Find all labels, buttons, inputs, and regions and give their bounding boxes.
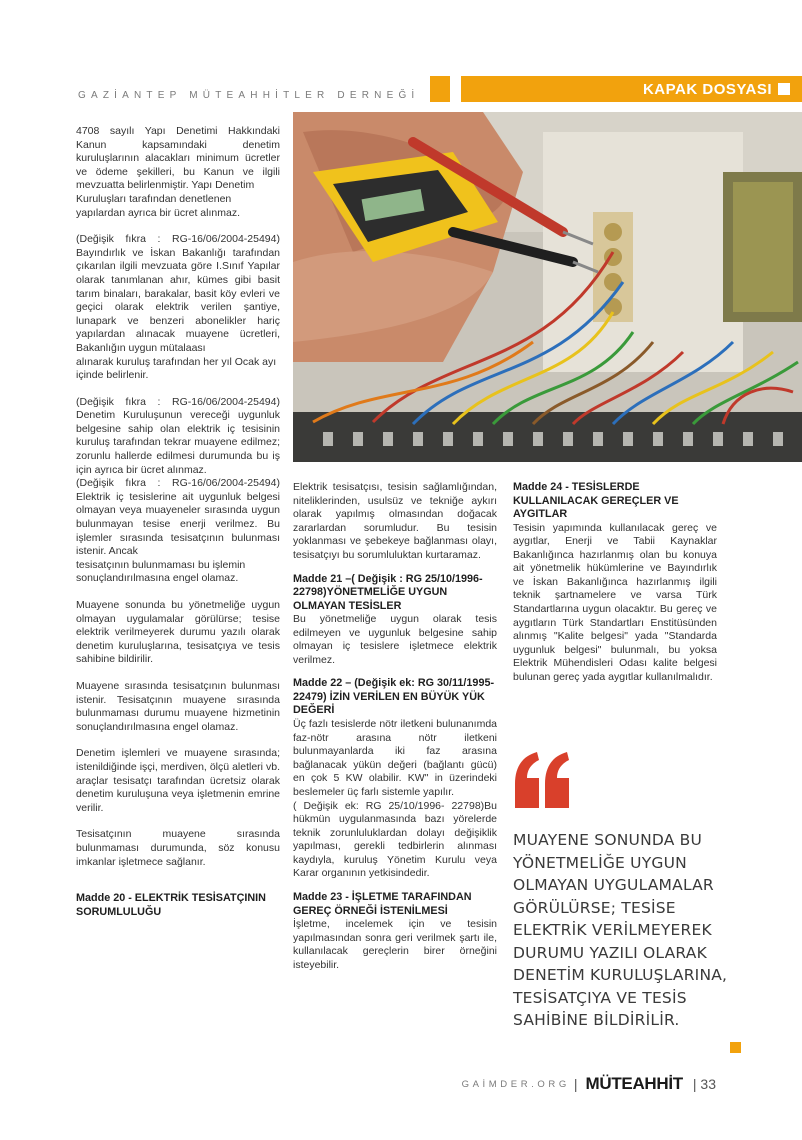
quote-end-square — [730, 1042, 741, 1053]
page-footer — [462, 1070, 716, 1098]
paragraph: (Değişik fıkra : RG-16/06/2004-25494) Bayındırlık ve İskan Bakanlığı tarafından çıkarılan ilgili mevzuata göre I.Sınıf Yapılar olarak tanımlanan ahır, kümes gibi basit tarım binaları, barakalar, basit köy evleri ve geçici olarak elektrik verilen şantiye, lunapark ve benzeri abonelikler hariç yapılardan alınacak muayene ücretleri, Bakanlığın uygun mütalaası — [76, 233, 280, 354]
footer-separator: | — [573, 1076, 578, 1092]
paragraph: (Değişik fıkra : RG-16/06/2004-25494) Denetim Kuruluşunun vereceği uygunluk belgesine sahip olan elektrik iç tesisinin kuruluş tarafından tekrar muayene edilmez; zorunlu hallerde edilmesi durumunda bu iş için ayrıca bir ücret alınmaz. — [76, 395, 280, 476]
section-title: KAPAK DOSYASI — [642, 80, 772, 98]
pull-quote: MUAYENE SONUNDA BU YÖNETMELİĞE UYGUN OLMAYAN UYGULAMALAR GÖRÜLÜRSE; TESİSE ELEKTRİK VERİLMEYEREK DURUMU YAZILI OLARAK DENETİM KURULUŞLARINA, TESİSATÇIYA VE TESİS SAHİBİNE BİLDİRİLİR. — [513, 831, 728, 1029]
article-column-3 — [513, 481, 717, 685]
paragraph: ( Değişik ek: RG 25/10/1996- 22798)Bu hükmün uygulanmasında bazı yörelerde teknik zorunluluklardan dolayı değişiklik yapılması, gerekli tedbirlerin alınması kaydıyla, kuruluş Yönetim Kurulu veya Karar organının yetkisindedir. — [293, 799, 497, 880]
section-heading: Madde 22 – (Değişik ek: RG 30/11/1995- 22479) İZİN VERİLEN EN BÜYÜK YÜK DEĞERİ — [293, 677, 495, 717]
section-heading: Madde 21 –( Değişik : RG 25/10/1996-22798)YÖNETMELİĞE UYGUN OLMAYAN TESİSLER — [293, 572, 483, 612]
magazine-logo: MÜTEAHHİT — [585, 1074, 683, 1093]
banner-square-icon — [778, 83, 790, 95]
paragraph: Tesisatçının muayene sırasında bulunmaması durumunda, söz konusu imkanlar işletmece sağlanır. — [76, 828, 280, 868]
paragraph: Denetim işlemleri ve muayene sırasında; istenildiğinde işçi, merdiven, ölçü aletleri vb. araçlar tesisatçı tarafından ücretsiz olarak denetim kuruluşuna veya işletmenin emrine verilir. — [76, 747, 280, 814]
paragraph: Muayene sırasında tesisatçının bulunması istenir. Tesisatçının muayene sırasında bulunmaması durumu muayene hizmetinin sonuçlandırılmasına engel olamaz. — [76, 679, 280, 733]
header-accent-square — [430, 76, 450, 102]
paragraph: 4708 sayılı Yapı Denetimi Hakkındaki Kanun kapsamındaki denetim kuruluşlarının alacakları minimum ücretler ve ödeme şekilleri, bu Kanun ve ilgili mevzuatta belirlenmiştir. Yapı Denetim — [76, 125, 280, 192]
website-link[interactable]: GAİMDER.ORG — [461, 1078, 570, 1090]
section-heading: Madde 23 - İŞLETME TARAFINDAN GEREÇ ÖRNEĞİ İSTENİLMESİ — [293, 891, 472, 917]
paragraph: Bu yönetmeliğe uygun olarak tesis edilmeyen ve uygunluk belgesine sahip olmayan iç tesislere işletmece elektrik verilmez. — [293, 613, 497, 666]
paragraph: alınarak kuruluş tarafından her yıl Ocak ayı içinde belirlenir. — [76, 355, 277, 382]
section-banner — [461, 76, 802, 102]
paragraph: tesisatçının bulunmaması bu işlemin sonuçlandırılmasına engel olamaz. — [76, 558, 246, 585]
section-heading: Madde 20 - ELEKTRİK TESİSATÇININ SORUMLULUĞU — [76, 892, 266, 918]
paragraph: Muayene sonunda bu yönetmeliğe uygun olmayan uygulamalar görülürse; tesise elektrik verilmeyerek durumu yazılı olarak denetim kuruluşlarına, tesisatçıya ve tesis sahibine bildirilir. — [76, 599, 280, 666]
electrician-testing-panel-image — [293, 112, 802, 462]
cover-photo — [293, 112, 802, 462]
paragraph: Tesisin yapımında kullanılacak gereç ve aygıtlar, Enerji ve Tabii Kaynaklar Bakanlığınca hazırlanmış olan bu konuya ait yönetmelik hükümlerine ve Bayındırlık ve İskan Bakanlığınca hazırlanmış ilgili teknik şartnamelere ve varsa Türk Standartlarına uygun olacaktır. Bu gereç ve aygıtların Türk Standartları Enstitüsünden alınmış "Kalite belgesi" yada "Standarda uygunluk belgesi" bulunmalı, bu yoksa Elektrik Mühendisleri Odası kalite belgesi bulunan gereç yada aygıtlar kullanılmalıdır. — [513, 521, 717, 684]
paragraph: Elektrik tesisatçısı, tesisin sağlamlığından, niteliklerinden, usulsüz ve tekniğe aykırı olarak yapılmış olmasından doğacak zararlardan sorumludur. Bu tesisin yoklanması ve şebekeye bağlanması olayı, tesisatçıyı bu sorumluluktan kurtaramaz. — [293, 481, 497, 561]
article-column-1 — [76, 125, 280, 919]
article-column-2 — [293, 481, 497, 972]
paragraph: (Değişik fıkra : RG-16/06/2004-25494) Elektrik iç tesislerine ait uygunluk belgesi olmayan veya muayeneler sırasında uygun bulunmayan tesise enerji verilmez. Bu işlemler sırasında tesisatçının bulunması istenir. Ancak — [76, 477, 280, 558]
paragraph: Üç fazlı tesislerde nötr iletkeni bulunanımda faz-nötr arasına nötr iletkeni bulunmayanlarda iki faz arasına bağlanacak yükün değeri (bağlantı gücü) en çok 5 KW olabilir. KW" in üzerindeki beslemeler üç farlı sistemle yapılır. — [293, 717, 497, 798]
paragraph: Kuruluşları tarafından denetlenen yapılardan ayrıca bir ücret alınmaz. — [76, 192, 240, 219]
association-name: GAZİANTEP MÜTEAHHİTLER DERNEĞİ — [78, 90, 420, 101]
quote-mark-icon — [513, 752, 573, 810]
section-heading: Madde 24 - TESİSLERDE KULLANILACAK GEREÇLER VE AYGITLAR — [513, 481, 679, 520]
paragraph: İşletme, incelemek için ve tesisin yapılmasından sonra geri verilmek şartı ile, kullanılacak gereçlerin birer örneğini isteyebilir. — [293, 918, 497, 971]
page-number: | 33 — [692, 1076, 716, 1092]
